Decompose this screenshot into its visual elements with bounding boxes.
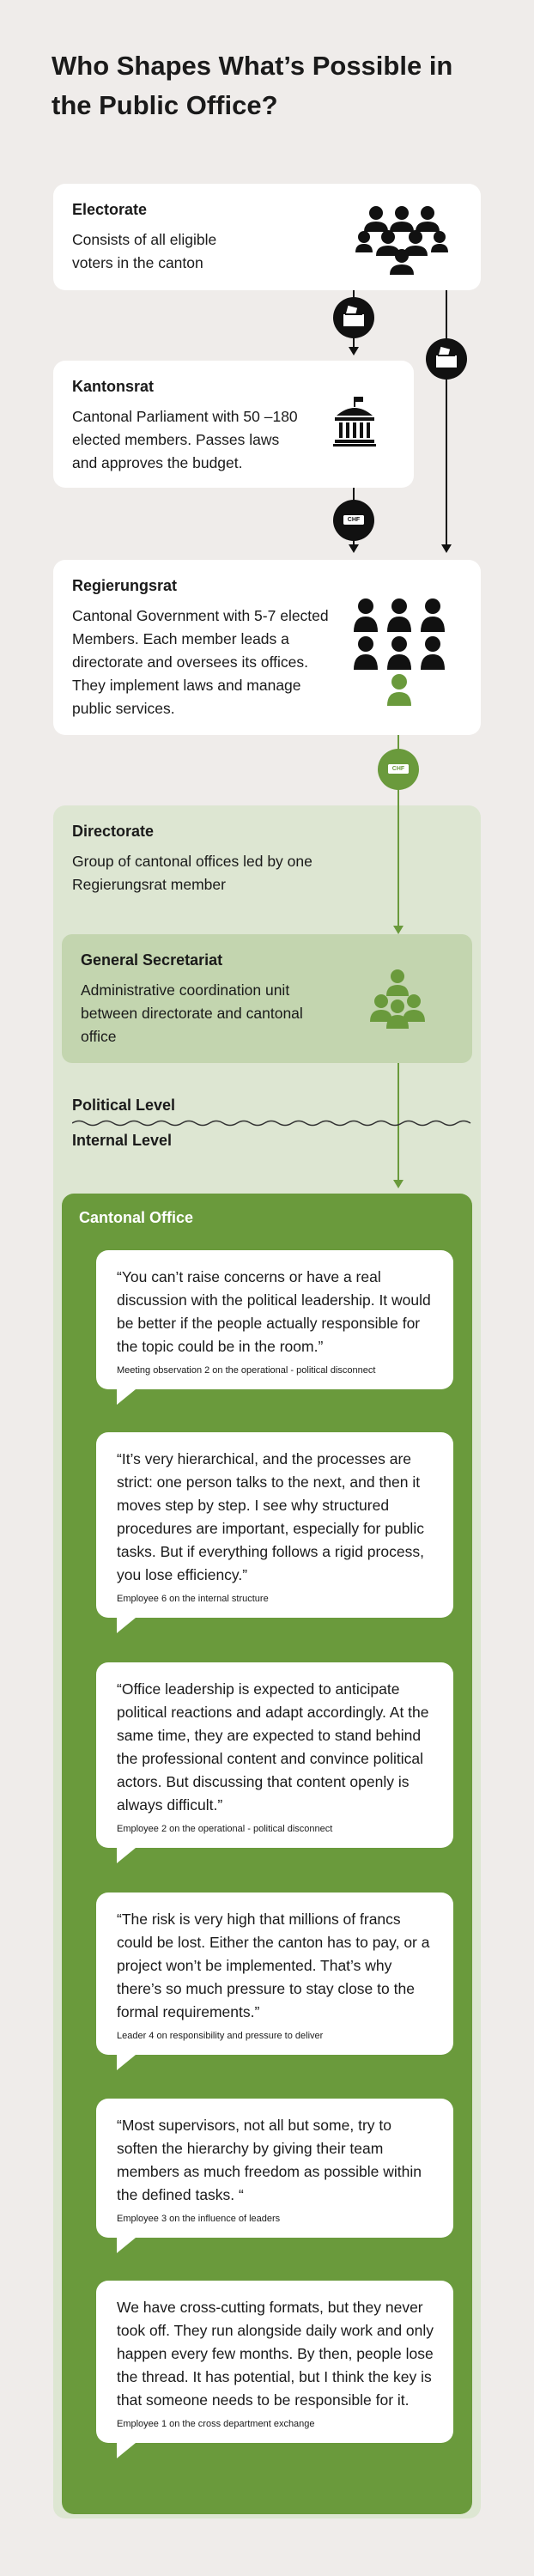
team-icon <box>367 969 428 1029</box>
government-members-icon <box>352 598 446 706</box>
general-secretariat-text: Administrative coordination unit between directorate and cantonal office <box>81 981 303 1045</box>
quote-card <box>96 1893 453 2055</box>
connector-vote-2 <box>426 338 467 380</box>
connector-money-1 <box>333 500 374 541</box>
quote-source: Meeting observation 2 on the operational - political disconnect <box>117 1365 376 1376</box>
directorate-text: Group of cantonal offices led by one Regierungsrat member <box>72 853 313 893</box>
connector-money-2 <box>378 749 419 790</box>
electorate-title: Electorate <box>72 201 148 218</box>
connector-vote-1 <box>333 297 374 338</box>
banknote-label: CHF <box>388 764 409 774</box>
parliament-building-icon <box>333 397 376 447</box>
quote-card <box>96 2281 453 2443</box>
political-level-label: Political Level <box>72 1097 176 1114</box>
ballot-box-icon <box>333 297 374 338</box>
kantonsrat-card <box>53 361 414 488</box>
quote-card <box>96 2099 453 2238</box>
connector-line <box>446 290 447 548</box>
quote-text: “Most supervisors, not all but some, try to soften the hierarchy by giving their team members as much freedom as possible within the defined tasks. “ <box>117 2117 422 2203</box>
kantonsrat-title: Kantonsrat <box>72 378 155 395</box>
regierungsrat-text: Cantonal Government with 5-7 elected Members. Each member leads a directorate and oversees its offices. They implement laws and manage public services. <box>72 607 329 717</box>
regierungsrat-title: Regierungsrat <box>72 577 178 594</box>
regierungsrat-card <box>53 560 481 735</box>
quote-text: We have cross-cutting formats, but they never took off. They run alongside daily work and only happen every few months. By then, people lose the thread. It has potential, but I think the key is that someone needs to be responsible for it. <box>117 2299 434 2409</box>
quote-source: Employee 3 on the influence of leaders <box>117 2214 281 2224</box>
quote-text: “It’s very hierarchical, and the processes are strict: one person talks to the next, and then it moves step by step. I see why structured procedures are important, especially for public tasks. But if everything follows a rigid process, you lose efficiency.” <box>117 1450 424 1583</box>
arrow <box>349 544 359 553</box>
internal-level-label: Internal Level <box>72 1132 173 1149</box>
people-group-icon <box>355 203 448 275</box>
quote-text: “The risk is very high that millions of francs could be lost. Either the canton has to pay, or a project won’t be implemented. That’s why there’s so much pressure to stay close to the formal requirements.” <box>117 1911 430 2020</box>
arrow <box>393 926 404 934</box>
quote-source: Employee 2 on the operational - political disconnect <box>117 1824 333 1834</box>
directorate-title: Directorate <box>72 823 155 840</box>
quote-text: “You can’t raise concerns or have a real discussion with the political leadership. It would be better if the people actually responsible for the topic could be in the room.” <box>117 1268 431 1355</box>
banknote-label: CHF <box>343 515 364 525</box>
kantonsrat-text: Cantonal Parliament with 50 –180 elected members. Passes laws and approves the budget. <box>72 408 298 471</box>
arrow <box>349 347 359 355</box>
arrow <box>393 1180 404 1188</box>
general-secretariat-title: General Secretariat <box>81 951 223 969</box>
quote-source: Employee 1 on the cross department exchange <box>117 2419 315 2429</box>
cantonal-office-title: Cantonal Office <box>79 1209 194 1226</box>
page-title: Who Shapes What’s Possible in the Public Office? <box>52 51 453 120</box>
quote-card <box>96 1250 453 1389</box>
quote-source: Employee 6 on the internal structure <box>117 1594 269 1604</box>
electorate-text: Consists of all eligible voters in the canton <box>72 231 217 271</box>
level-divider <box>72 1119 472 1127</box>
quote-card <box>96 1662 453 1848</box>
quote-card <box>96 1432 453 1618</box>
quote-text: “Office leadership is expected to anticipate political reactions and adapt accordingly. At the same time, they are expected to stand behind the professional content and convince political actors. But discussing that content openly is always difficult.” <box>117 1680 429 1814</box>
quote-source: Leader 4 on responsibility and pressure to deliver <box>117 2031 324 2041</box>
arrow <box>441 544 452 553</box>
electorate-card <box>53 184 481 290</box>
ballot-box-icon <box>426 338 467 380</box>
